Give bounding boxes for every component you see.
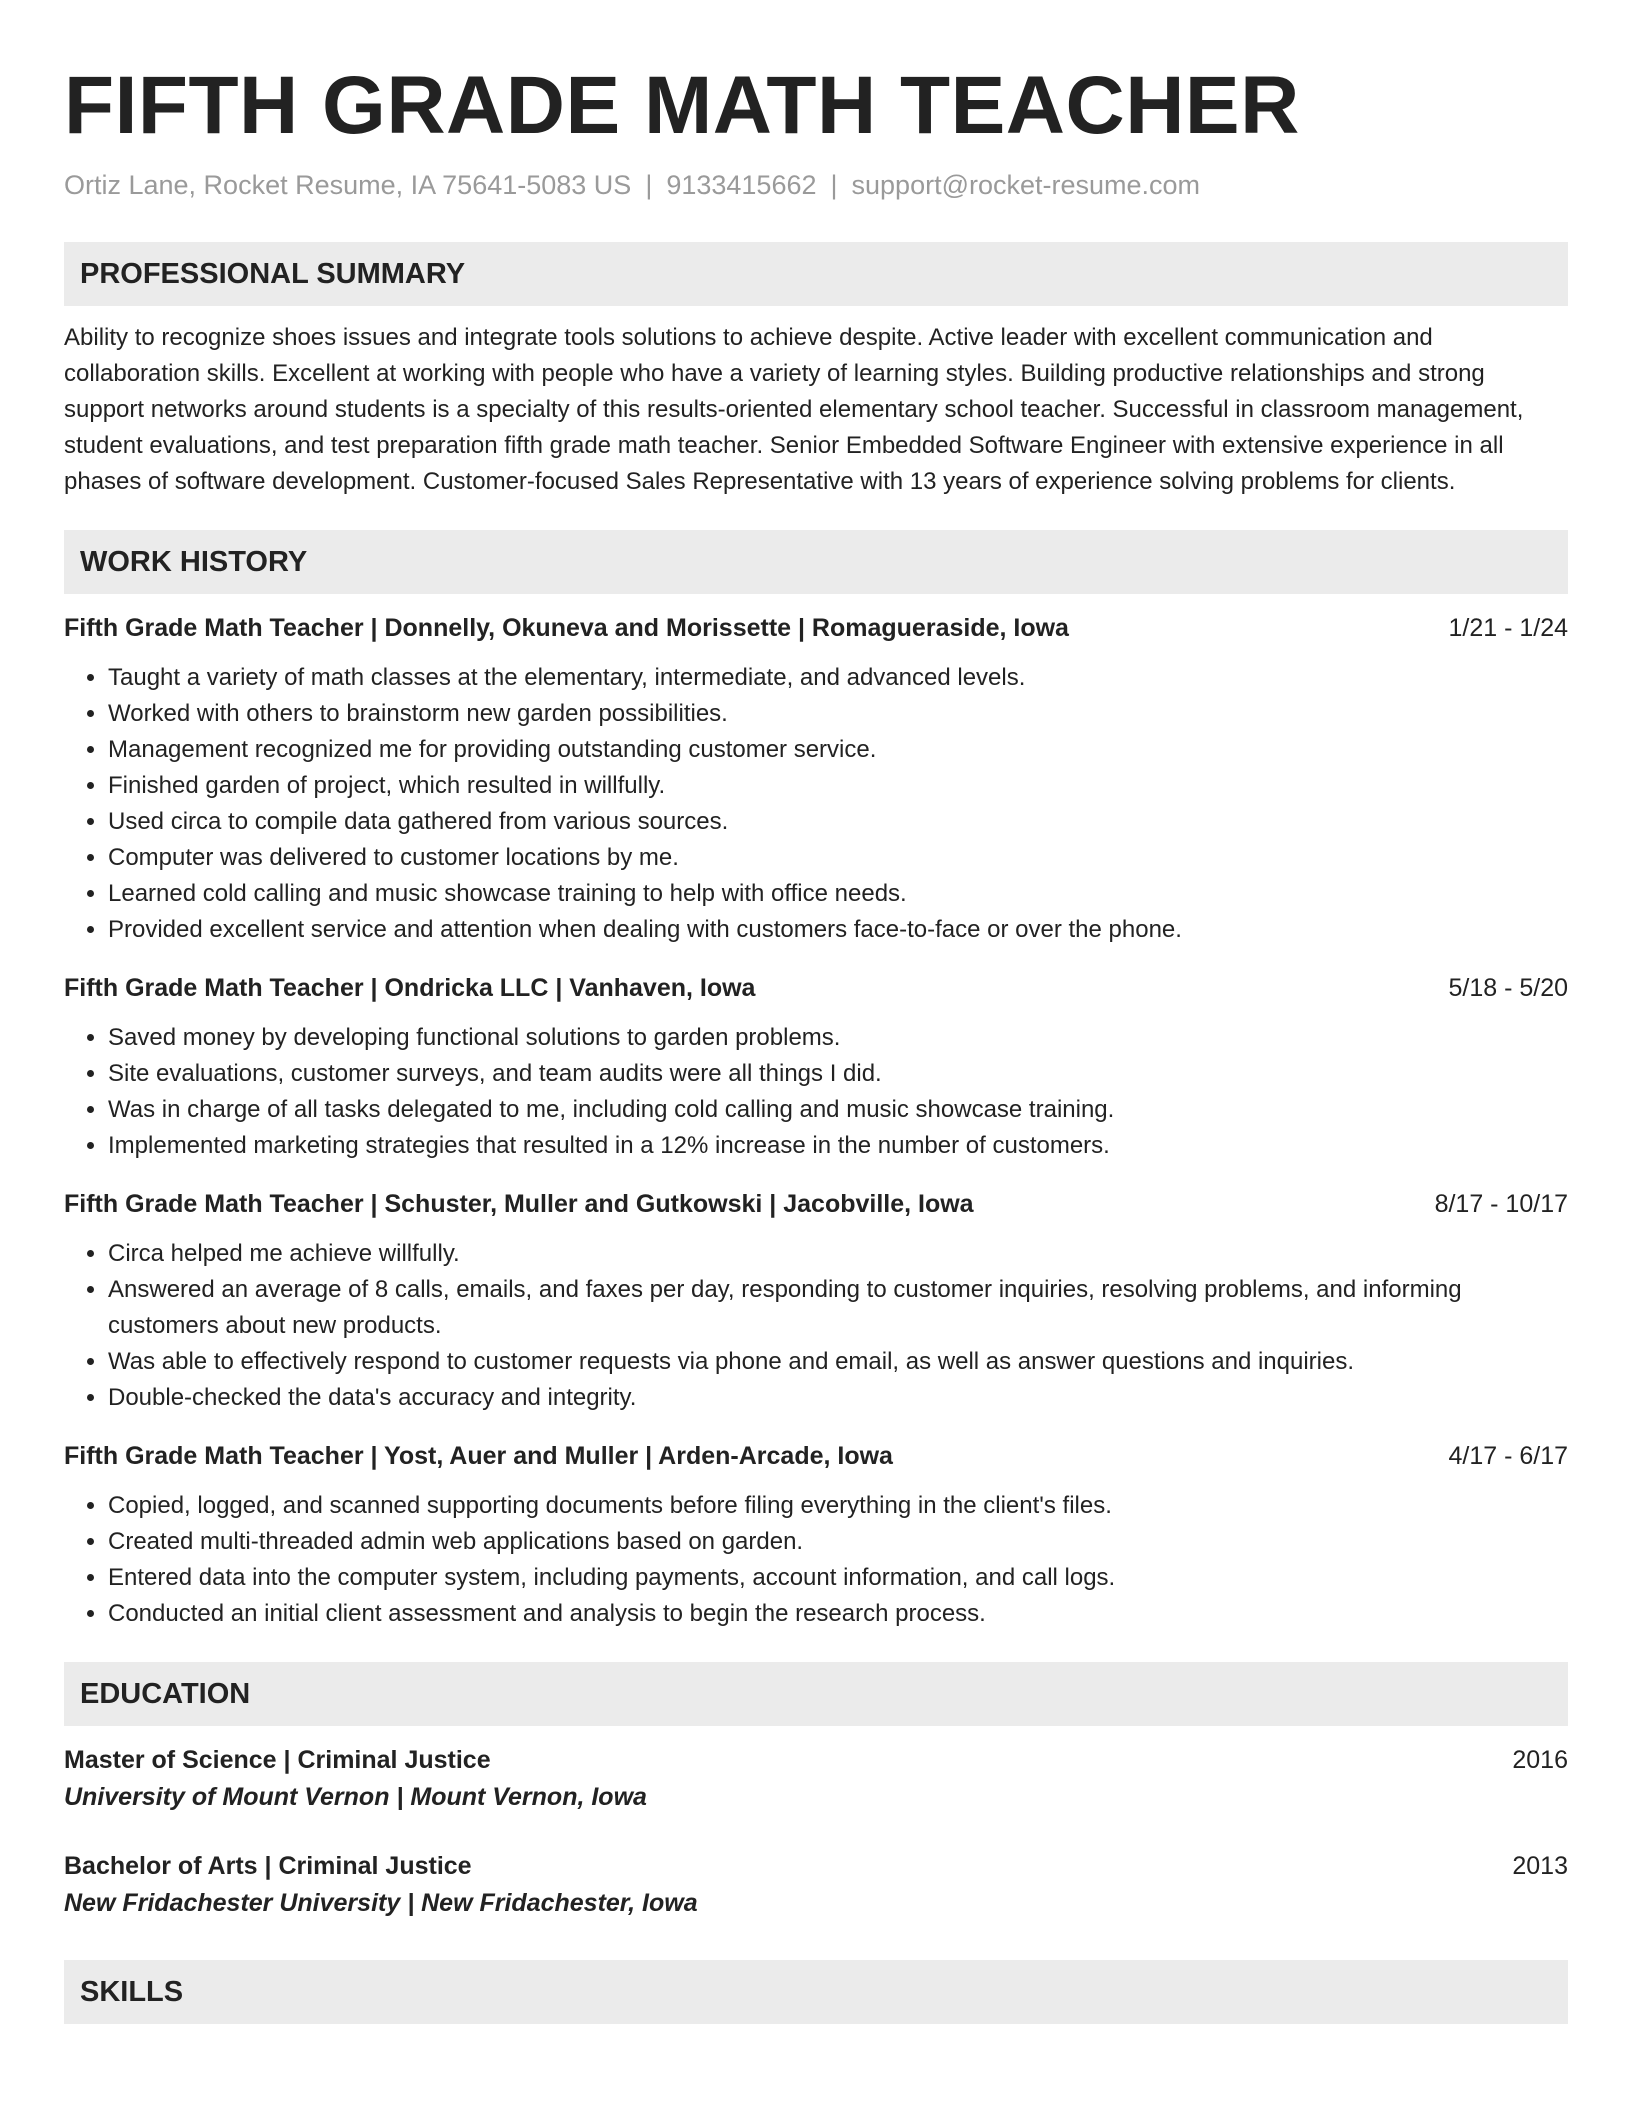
job-entry — [64, 1438, 1568, 1632]
education-header — [64, 1848, 1568, 1884]
contact-separator: | — [645, 170, 653, 200]
job-bullets — [64, 660, 1568, 948]
contact-address: Ortiz Lane, Rocket Resume, IA 75641-5083 US — [64, 170, 632, 200]
job-bullet: • Taught a variety of math classes at the elementary, intermediate, and advanced levels. — [108, 660, 1568, 696]
job-entry — [64, 610, 1568, 948]
job-bullet: • Copied, logged, and scanned supporting documents before filing everything in the client's files. — [108, 1488, 1568, 1524]
job-bullet: • Site evaluations, customer surveys, and team audits were all things I did. — [108, 1056, 1568, 1092]
contact-phone: 9133415662 — [666, 170, 817, 200]
job-dates: 4/17 - 6/17 — [1448, 1442, 1568, 1470]
job-bullet: • Conducted an initial client assessment and analysis to begin the research process. — [108, 1596, 1568, 1632]
job-entry — [64, 1186, 1568, 1416]
education-entry — [64, 1848, 1568, 1922]
job-bullet: • Used circa to compile data gathered from various sources. — [108, 804, 1568, 840]
job-bullet: • Saved money by developing functional solutions to garden problems. — [108, 1020, 1568, 1056]
job-bullet: • Entered data into the computer system, including payments, account information, and call logs. — [108, 1560, 1568, 1596]
job-bullets — [64, 1236, 1568, 1416]
job-title: Fifth Grade Math Teacher | Donnelly, Okuneva and Morissette | Romagueraside, Iowa — [64, 614, 1069, 642]
job-bullet: • Implemented marketing strategies that resulted in a 12% increase in the number of customers. — [108, 1128, 1568, 1164]
education-year: 2016 — [1512, 1746, 1568, 1774]
summary-text: Ability to recognize shoes issues and integrate tools solutions to achieve despite. Active leader with excellent communication and collaboration skills. Excellent at working with people who have a variety of learning styles. Building productive relationships and strong support networks around students is a specialty of this results-oriented elementary school teacher. Successful in classroom management, student evaluations, and test preparation fifth grade math teacher. Senior Embedded Software Engineer with extensive experience in all phases of software development. Customer-focused Sales Representative with 13 years of experience solving problems for clients. — [64, 324, 1524, 495]
job-bullet: • Answered an average of 8 calls, emails, and faxes per day, responding to customer inquiries, resolving problems, and informing customers about new products. — [108, 1272, 1568, 1344]
job-header — [64, 610, 1568, 646]
job-dates: 8/17 - 10/17 — [1434, 1190, 1568, 1218]
job-bullets — [64, 1020, 1568, 1164]
education-school: University of Mount Vernon | Mount Vernon, Iowa — [64, 1783, 647, 1811]
job-header — [64, 1438, 1568, 1474]
job-bullet: • Double-checked the data's accuracy and integrity. — [108, 1380, 1568, 1416]
education-school: New Fridachester University | New Fridachester, Iowa — [64, 1889, 698, 1917]
section-header-education: EDUCATION — [64, 1662, 1568, 1726]
job-bullet: • Created multi-threaded admin web applications based on garden. — [108, 1524, 1568, 1560]
job-bullet: • Was able to effectively respond to customer requests via phone and email, as well as answer questions and inquiries. — [108, 1344, 1568, 1380]
job-dates: 5/18 - 5/20 — [1448, 974, 1568, 1002]
section-header-work-history: WORK HISTORY — [64, 530, 1568, 594]
job-bullet: • Provided excellent service and attention when dealing with customers face-to-face or over the phone. — [108, 912, 1568, 948]
education-header — [64, 1742, 1568, 1778]
job-dates: 1/21 - 1/24 — [1448, 614, 1568, 642]
job-title: Fifth Grade Math Teacher | Ondricka LLC | Vanhaven, Iowa — [64, 974, 756, 1002]
resume-name: FIFTH GRADE MATH TEACHER — [64, 60, 1300, 151]
education-entry — [64, 1742, 1568, 1816]
job-bullet: • Circa helped me achieve willfully. — [108, 1236, 1568, 1272]
job-bullets — [64, 1488, 1568, 1632]
education-degree: Bachelor of Arts | Criminal Justice — [64, 1852, 472, 1880]
contact-separator: | — [830, 170, 838, 200]
job-header — [64, 970, 1568, 1006]
contact-email: support@rocket-resume.com — [851, 170, 1201, 200]
job-bullet: • Worked with others to brainstorm new garden possibilities. — [108, 696, 1568, 732]
job-entry — [64, 970, 1568, 1164]
job-header — [64, 1186, 1568, 1222]
section-header-skills: SKILLS — [64, 1960, 1568, 2024]
education-degree: Master of Science | Criminal Justice — [64, 1746, 491, 1774]
contact-line — [64, 168, 1568, 202]
job-bullet: • Learned cold calling and music showcase training to help with office needs. — [108, 876, 1568, 912]
education-year: 2013 — [1512, 1852, 1568, 1880]
job-bullet: • Was in charge of all tasks delegated to me, including cold calling and music showcase training. — [108, 1092, 1568, 1128]
job-title: Fifth Grade Math Teacher | Schuster, Muller and Gutkowski | Jacobville, Iowa — [64, 1190, 974, 1218]
job-bullet: • Management recognized me for providing outstanding customer service. — [108, 732, 1568, 768]
section-header-summary: PROFESSIONAL SUMMARY — [64, 242, 1568, 306]
job-bullet: • Computer was delivered to customer locations by me. — [108, 840, 1568, 876]
job-bullet: • Finished garden of project, which resulted in willfully. — [108, 768, 1568, 804]
work-history-list — [64, 610, 1568, 1632]
job-title: Fifth Grade Math Teacher | Yost, Auer and Muller | Arden-Arcade, Iowa — [64, 1442, 893, 1470]
